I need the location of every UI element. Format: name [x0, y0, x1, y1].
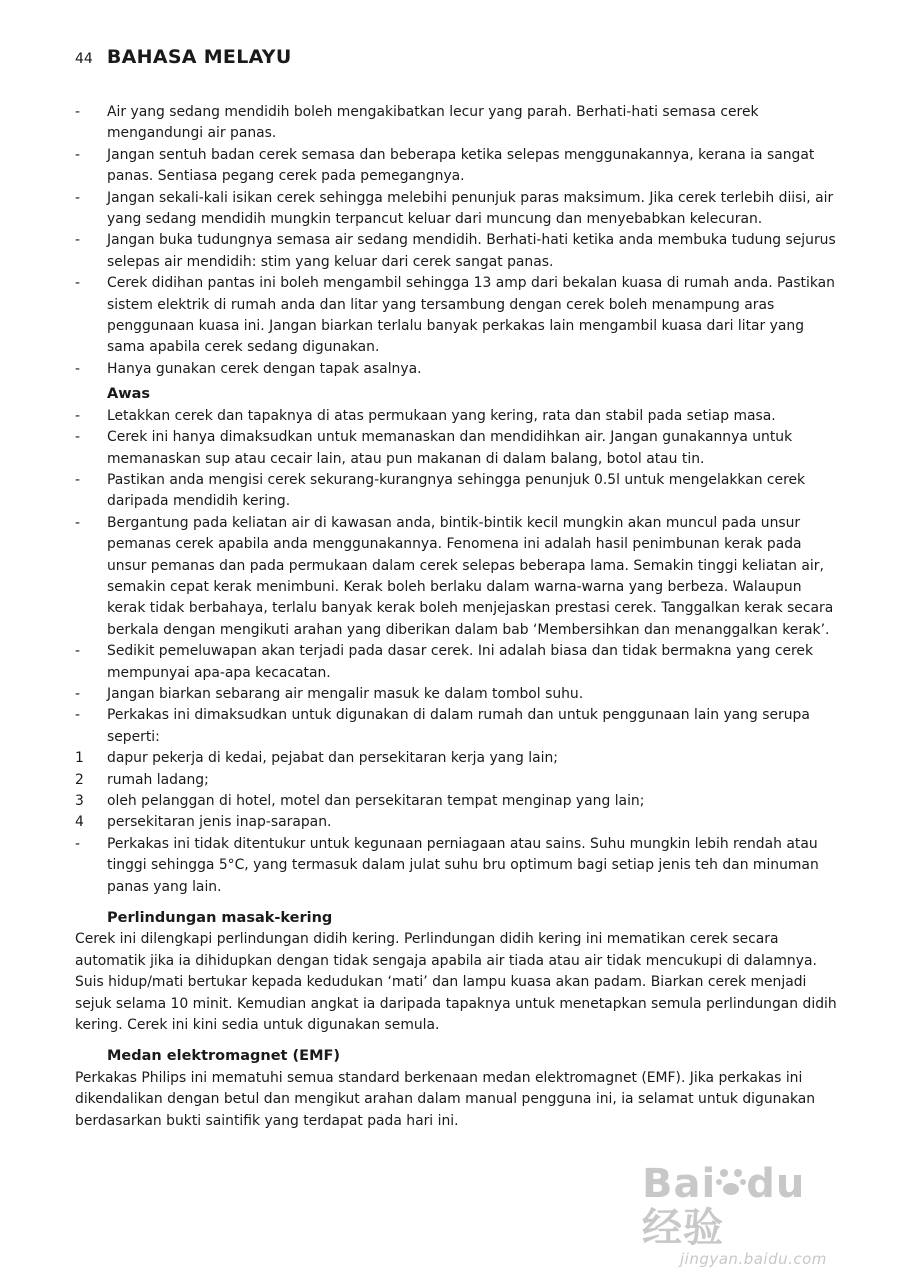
list-item: - Air yang sedang mendidih boleh mengakibatkan lecur yang parah. Berhati-hati semasa cerek mengandungi air panas. — [75, 102, 843, 145]
list-item: - Jangan sentuh badan cerek semasa dan beberapa ketika selepas menggunakannya, kerana ia sangat panas. Sentiasa pegang cerek pada pemegangnya. — [75, 145, 843, 188]
bullet-marker: - — [75, 360, 81, 377]
paw-icon — [716, 1162, 746, 1206]
list-item: - Cerek ini hanya dimaksudkan untuk memanaskan dan mendidihkan air. Jangan gunakannya untuk memanaskan sup atau cecair lain, atau pun makanan di dalam balang, botol atau tin. — [75, 427, 843, 470]
bullet-marker: - — [75, 189, 81, 206]
bullet-marker: - — [75, 471, 81, 488]
numbered-item: 4 persekitaran jenis inap-sarapan. — [75, 812, 843, 833]
item-number: 2 — [75, 771, 84, 788]
list-item: - Pastikan anda mengisi cerek sekurang-kurangnya sehingga penunjuk 0.5l untuk mengelakkan cerek daripada mendidih kering. — [75, 470, 843, 513]
warnings-list — [75, 102, 843, 380]
bullet-marker: - — [75, 514, 81, 531]
bullet-marker: - — [75, 685, 81, 702]
awas-list — [75, 406, 843, 898]
bullet-marker: - — [75, 146, 81, 163]
bullet-marker: - — [75, 429, 81, 446]
list-item: - Bergantung pada keliatan air di kawasan anda, bintik-bintik kecil mungkin akan muncul pada unsur pemanas cerek apabila anda menggunakannya. Fenomena ini adalah hasil penimbunan kerak pada unsur pemanas dan pada permukaan dalam cerek selepas beberapa lama. Semakin tinggi keliatan air, semakin cepat kerak menimbuni. Kerak boleh berlaku dalam warna-warna yang berbeza. Walaupun kerak tidak berbahaya, terlalu banyak kerak boleh menjejaskan prestasi cerek. Tanggalkan kerak secara berkala dengan mengikuti arahan yang diberikan dalam bab ‘Membersihkan dan menanggalkan kerak’. — [75, 513, 843, 641]
bullet-marker: - — [75, 232, 81, 249]
watermark-brand-a: Bai — [642, 1161, 717, 1207]
dry-boil-paragraph: Cerek ini dilengkapi perlindungan didih kering. Perlindungan didih kering ini mematikan cerek secara automatik jika ia dihidupkan dengan tidak sengaja apabila air tiada atau air tidak mencukupi di dalamnya. Suis hidup/mati bertukar kepada kedudukan ‘mati’ dan lampu kuasa akan padam. Biarkan cerek menjadi sejuk selama 10 minit. Kemudian angkat ia daripada tapaknya untuk menetapkan semula perlindungan didih kering. Cerek ini kini sedia untuk digunakan semula. — [75, 931, 837, 1034]
list-item: - Perkakas ini dimaksudkan untuk digunakan di dalam rumah dan untuk penggunaan lain yang serupa seperti: — [75, 705, 843, 748]
item-number: 1 — [75, 750, 84, 767]
watermark-brand-cn: 经验 — [642, 1205, 724, 1251]
bullet-marker: - — [75, 104, 81, 120]
page-header — [75, 46, 292, 68]
list-item: - Jangan biarkan sebarang air mengalir masuk ke dalam tombol suhu. — [75, 684, 843, 705]
baidu-watermark — [642, 1161, 842, 1268]
bullet-marker: - — [75, 707, 81, 724]
numbered-item: 2 rumah ladang; — [75, 770, 843, 791]
section-heading-emf: Medan elektromagnet (EMF) — [107, 1048, 341, 1065]
list-item: - Perkakas ini tidak ditentukur untuk kegunaan perniagaan atau sains. Suhu mungkin lebih rendah atau tinggi sehingga 5°C, yang termasuk dalam julat suhu bru optimum bagi setiap jenis teh dan minuman panas yang lain. — [75, 834, 843, 898]
list-item: - Letakkan cerek dan tapaknya di atas permukaan yang kering, rata dan stabil pada setiap masa. — [75, 406, 843, 427]
list-item: - Sedikit pemeluwapan akan terjadi pada dasar cerek. Ini adalah biasa dan tidak bermakna yang cerek mempunyai apa-apa kecacatan. — [75, 641, 843, 684]
item-number: 4 — [75, 814, 84, 831]
item-number: 3 — [75, 793, 84, 809]
list-item: - Jangan buka tudungnya semasa air sedang mendidih. Berhati-hati ketika anda membuka tudung sejurus selepas air mendidih: stim yang keluar dari cerek sangat panas. — [75, 230, 843, 273]
page-number: 44 — [75, 51, 93, 67]
section-heading-dry-boil: Perlindungan masak-kering — [107, 910, 333, 927]
bullet-marker: - — [75, 407, 81, 424]
numbered-item: 1 dapur pekerja di kedai, pejabat dan persekitaran kerja yang lain; — [75, 748, 843, 769]
list-item: - Jangan sekali-kali isikan cerek sehingga melebihi penunjuk paras maksimum. Jika cerek terlebih diisi, air yang sedang mendidih mungkin terpancut keluar dari muncung dan menyebabkan kelecuran. — [75, 188, 843, 231]
list-item: - Hanya gunakan cerek dengan tapak asalnya. — [75, 359, 843, 380]
emf-paragraph: Perkakas Philips ini mematuhi semua standard berkenaan medan elektromagnet (EMF). Jika perkakas ini dikendalikan dengan betul dan mengikut arahan dalam manual pengguna ini, ia selamat untuk digunakan berdasarkan bukti saintifik yang terdapat pada hari ini. — [75, 1069, 816, 1129]
page-content — [75, 102, 843, 1132]
section-heading-awas: Awas — [107, 386, 151, 403]
page-title: BAHASA MELAYU — [106, 46, 292, 68]
watermark-logo — [642, 1162, 842, 1250]
watermark-brand-b: du — [746, 1161, 806, 1207]
list-item: - Cerek didihan pantas ini boleh mengambil sehingga 13 amp dari bekalan kuasa di rumah anda. Pastikan sistem elektrik di rumah anda dan litar yang tersambung dengan cerek boleh menampung aras penggunaan kuasa ini. Jangan biarkan terlalu banyak perkakas lain mengambil kuasa dari litar yang sama apabila cerek sedang digunakan. — [75, 273, 843, 359]
bullet-marker: - — [75, 835, 81, 852]
bullet-marker: - — [75, 643, 81, 660]
watermark-url: jingyan.baidu.com — [680, 1250, 827, 1268]
bullet-marker: - — [75, 275, 81, 292]
numbered-item: 3 oleh pelanggan di hotel, motel dan persekitaran tempat menginap yang lain; — [75, 791, 843, 812]
